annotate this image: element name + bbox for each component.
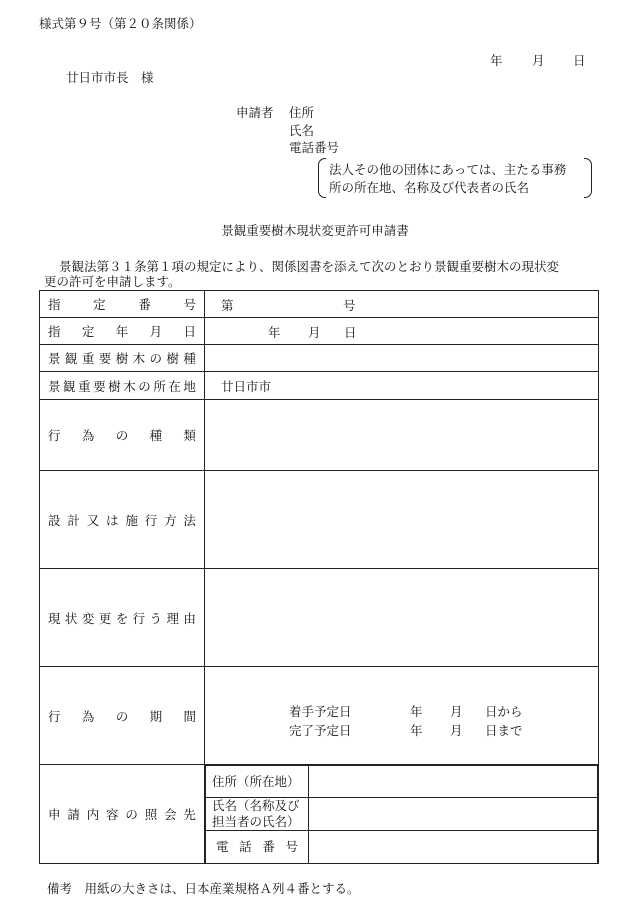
form-number-label: 様式第９号（第２０条関係） [39, 16, 202, 31]
location-value: 廿日市市 [221, 378, 272, 394]
label-char: 所 [153, 378, 166, 394]
label-char: 年 [115, 324, 129, 339]
label-char: の [138, 378, 151, 394]
applicant-heading: 申請者 [236, 105, 274, 120]
label-char: 間 [183, 708, 196, 724]
start-date-label: 着手予定日 [289, 704, 352, 719]
label-char: 重 [78, 378, 91, 394]
label-char: 号 [183, 297, 196, 312]
label-char: 行 [48, 708, 61, 724]
contact-cell [205, 765, 599, 864]
label-char: 変 [81, 610, 95, 626]
contact-name-row [206, 798, 598, 831]
label-char: 月 [149, 324, 163, 339]
contact-name-field[interactable] [309, 798, 598, 831]
label-contact [40, 765, 205, 864]
label-designation-date [40, 318, 205, 345]
reason-field[interactable] [205, 569, 599, 667]
label-char: 番 [138, 297, 151, 312]
label-char: 更 [98, 610, 112, 626]
label-char: 定 [81, 324, 95, 339]
label-char: 類 [183, 428, 196, 443]
designation-date-field[interactable] [205, 318, 599, 345]
document-title: 景観重要樹木現状変更許可申請書 [221, 223, 409, 238]
label-char: の [115, 428, 129, 443]
header-date-day: 日 [573, 53, 586, 68]
row-designation-date [40, 318, 599, 345]
row-species [40, 345, 599, 372]
location-field[interactable] [205, 372, 599, 400]
designation-number-field[interactable] [205, 291, 599, 318]
label-char: 観 [64, 351, 78, 366]
label-char: 由 [183, 610, 196, 626]
application-table [39, 290, 599, 864]
left-bracket [318, 158, 326, 198]
end-date-label: 完了予定日 [289, 723, 352, 738]
label-char: 会 [164, 806, 177, 822]
label-char: 景 [48, 378, 61, 394]
label-char: は [106, 512, 119, 528]
label-char: 照 [144, 806, 158, 822]
contact-name-label-line1: 氏名（名称及び [212, 798, 300, 813]
designation-date-year: 年 [268, 325, 281, 340]
end-day: 日まで [485, 723, 523, 738]
label-char: 景 [48, 351, 61, 366]
designation-number-suffix: 号 [343, 298, 356, 313]
label-char: 先 [183, 806, 196, 822]
label-char: 又 [86, 512, 100, 528]
start-year: 年 [410, 704, 423, 719]
row-designation-number [40, 291, 599, 318]
intro-text-line1: 景観法第３１条第１項の規定により、関係図書を添えて次のとおり景観重要樹木の現状変 [59, 259, 560, 274]
label-char: の [149, 351, 163, 366]
label-char: 為 [81, 428, 95, 443]
designation-number-prefix: 第 [221, 298, 234, 313]
label-char: 要 [93, 378, 106, 394]
label-char: 種 [183, 351, 196, 366]
contact-address-label: 住所（所在地） [206, 766, 309, 798]
start-month: 月 [450, 704, 463, 719]
label-char: 樹 [108, 378, 121, 394]
label-char: の [115, 708, 129, 724]
species-field[interactable] [205, 345, 599, 372]
applicant-name-label: 氏名 [289, 123, 315, 138]
label-char: 樹 [166, 351, 179, 366]
label-char: 木 [132, 351, 146, 366]
label-char: 行 [144, 512, 158, 528]
contact-name-label-line2: 担当者の氏名） [212, 814, 300, 829]
label-char: 設 [48, 512, 61, 528]
row-location [40, 372, 599, 400]
label-species [40, 345, 205, 372]
contact-phone-label [206, 831, 309, 863]
label-char: 現 [48, 610, 61, 626]
row-period [40, 667, 599, 765]
label-char: 計 [67, 512, 80, 528]
label-char: の [125, 806, 138, 822]
corporate-note-line1: 法人その他の団体にあっては、主たる事務 [329, 162, 567, 177]
label-char: 日 [183, 324, 196, 339]
label-char: 種 [149, 428, 163, 443]
label-char: 観 [63, 378, 76, 394]
label-char: 木 [123, 378, 136, 394]
end-month: 月 [450, 723, 463, 738]
intro-text-line2: 更の許可を申請します。 [44, 274, 181, 289]
label-char: 要 [98, 351, 112, 366]
label-char: 施 [125, 512, 138, 528]
label-act-type [40, 400, 205, 471]
label-location [40, 372, 205, 400]
act-type-field[interactable] [205, 400, 599, 471]
header-date-year: 年 [490, 53, 503, 68]
contact-address-row [206, 766, 598, 798]
contact-subtable [205, 765, 598, 863]
label-char: 重 [81, 351, 95, 366]
period-field[interactable] [205, 667, 599, 765]
label-char: 指 [48, 324, 61, 339]
end-year: 年 [410, 723, 423, 738]
label-char: う [149, 610, 163, 626]
label-char: 地 [183, 378, 196, 394]
label-char: 期 [149, 708, 163, 724]
label-char: 理 [166, 610, 179, 626]
label-char: 電 [216, 838, 229, 854]
label-char: 法 [183, 512, 196, 528]
label-char: 在 [168, 378, 181, 394]
label-char: 話 [239, 838, 252, 854]
label-char: 行 [48, 428, 61, 443]
row-act-type [40, 400, 599, 471]
row-reason [40, 569, 599, 667]
corporate-note-line2: 所の所在地、名称及び代表者の氏名 [329, 180, 530, 195]
label-period [40, 667, 205, 765]
header-date-month: 月 [532, 53, 545, 68]
applicant-address-label: 住所 [289, 105, 315, 120]
contact-phone-field[interactable] [309, 831, 598, 863]
label-char: 指 [48, 297, 61, 312]
label-char: 内 [86, 806, 100, 822]
contact-address-field[interactable] [309, 766, 598, 798]
label-char: を [115, 610, 129, 626]
applicant-phone-label: 電話番号 [289, 140, 340, 155]
label-char: 為 [81, 708, 95, 724]
label-design-method [40, 471, 205, 569]
right-bracket [584, 158, 592, 198]
label-char: 容 [106, 806, 119, 822]
label-designation-number [40, 291, 205, 318]
contact-phone-row [206, 831, 598, 863]
label-char: 号 [285, 838, 298, 854]
label-reason [40, 569, 205, 667]
remarks: 備考 用紙の大きさは、日本産業規格Ａ列４番とする。 [47, 881, 360, 896]
label-char: 方 [164, 512, 177, 528]
label-char: 申 [48, 806, 61, 822]
label-char: 請 [67, 806, 80, 822]
label-char: 番 [262, 838, 275, 854]
label-char: 状 [64, 610, 78, 626]
designation-date-month: 月 [308, 325, 321, 340]
design-method-field[interactable] [205, 471, 599, 569]
row-design-method [40, 471, 599, 569]
contact-name-label [206, 798, 309, 831]
row-contact [40, 765, 599, 864]
label-char: 樹 [115, 351, 129, 366]
label-char: 定 [93, 297, 106, 312]
addressee: 廿日市市長 様 [66, 70, 154, 85]
label-char: 行 [132, 610, 146, 626]
start-day: 日から [485, 704, 523, 719]
designation-date-day: 日 [344, 325, 357, 340]
